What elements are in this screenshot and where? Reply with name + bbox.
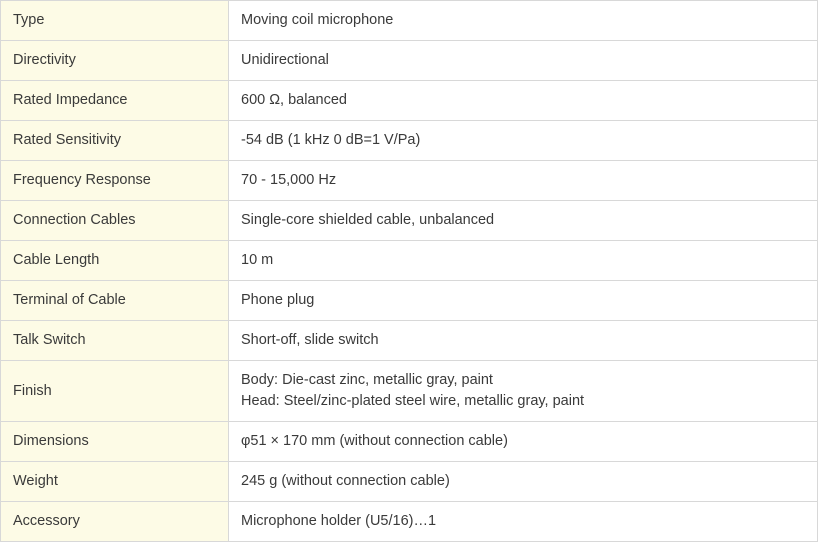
spec-label-cell: Frequency Response [1, 161, 229, 201]
spec-value-cell [229, 81, 818, 121]
spec-label-cell: Rated Sensitivity [1, 121, 229, 161]
spec-label-cell: Directivity [1, 41, 229, 81]
spec-value-cell [229, 462, 818, 502]
spec-label-cell: Rated Impedance [1, 81, 229, 121]
table-row [1, 1, 818, 41]
table-row [1, 41, 818, 81]
spec-label-cell: Dimensions [1, 422, 229, 462]
table-row [1, 241, 818, 281]
spec-label-cell: Cable Length [1, 241, 229, 281]
spec-value-cell [229, 281, 818, 321]
spec-label-cell: Accessory [1, 502, 229, 542]
spec-label-cell: Type [1, 1, 229, 41]
table-row [1, 201, 818, 241]
spec-value-cell [229, 1, 818, 41]
spec-value-cell [229, 422, 818, 462]
table-row [1, 422, 818, 462]
table-row [1, 161, 818, 201]
spec-value-line: Single-core shielded cable, unbalanced [241, 212, 495, 229]
spec-value-cell [229, 201, 818, 241]
spec-value-line: Unidirectional [241, 52, 329, 69]
spec-value-cell [229, 241, 818, 281]
spec-value-cell [229, 121, 818, 161]
table-row [1, 281, 818, 321]
spec-value-cell [229, 161, 818, 201]
spec-value-line: Short-off, slide switch [241, 332, 379, 349]
table-row [1, 502, 818, 542]
spec-value-line: 10 m [241, 252, 274, 269]
spec-value-line: 245 g (without connection cable) [241, 473, 450, 490]
spec-label-cell: Connection Cables [1, 201, 229, 241]
spec-value-cell [229, 361, 818, 422]
spec-value-line: -54 dB (1 kHz 0 dB=1 V/Pa) [241, 132, 421, 149]
spec-label-cell: Weight [1, 462, 229, 502]
table-row [1, 462, 818, 502]
spec-value-line: Moving coil microphone [241, 12, 394, 28]
spec-value-line: φ51 × 170 mm (without connection cable) [241, 433, 508, 450]
spec-value-cell [229, 502, 818, 542]
spec-label-cell: Talk Switch [1, 321, 229, 361]
spec-value-line: 70 - 15,000 Hz [241, 172, 337, 189]
spec-label-cell: Terminal of Cable [1, 281, 229, 321]
specification-table-body [1, 1, 818, 542]
table-row [1, 321, 818, 361]
spec-label-cell: Finish [1, 361, 229, 422]
spec-value-line: 600 Ω, balanced [241, 92, 347, 109]
table-row [1, 361, 818, 422]
spec-value-line: Microphone holder (U5/16)…1 [241, 513, 437, 530]
spec-value-cell [229, 41, 818, 81]
spec-value-line: Head: Steel/zinc-plated steel wire, metallic gray, paint [241, 393, 585, 410]
table-row [1, 81, 818, 121]
spec-value-cell [229, 321, 818, 361]
spec-value-line: Body: Die-cast zinc, metallic gray, paint [241, 372, 493, 389]
table-row [1, 121, 818, 161]
spec-value-line: Phone plug [241, 292, 315, 309]
